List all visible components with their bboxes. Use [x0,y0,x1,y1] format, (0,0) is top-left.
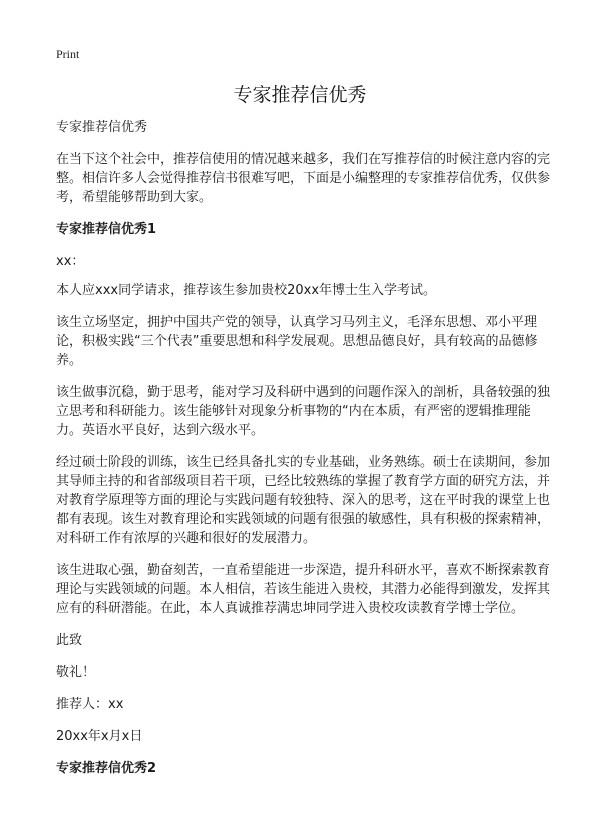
body-paragraph: 本人应xxx同学请求，推荐该生参加贵校20xx年博士生入学考试。 [56,283,437,298]
section-heading-1: 专家推荐信优秀1 [56,222,157,237]
date-line: 20xx年x月x日 [56,729,143,744]
body-paragraph: 该生进取心强，勤奋刻苦，一直希望能进一步深造，提升科研水平，喜欢不断探索教育理论与实践领域的问题。本人相信，若该生能进入贵校，其潜力必能得到激发，发挥其应有的科研潜能。在此，本人真诚推荐满忠坤同学进入贵校攻读教育学博士学位。 [56,563,551,616]
body-paragraph: 该生立场坚定，拥护中国共产党的领导，认真学习马列主义，毛泽东思想、邓小平理论，积极实践“三个代表”重要思想和科学发展观。思想品德良好，具有较高的品德修养。 [56,315,538,368]
page-title: 专家推荐信优秀 [233,84,367,106]
recommender-line: 推荐人：xx [56,697,124,712]
document-subtitle: 专家推荐信优秀 [56,120,148,135]
print-link[interactable]: Print [56,47,80,61]
body-paragraph: 该生做事沉稳，勤于思考，能对学习及科研中遇到的问题作深入的剖析，具备较强的独立思考和科研能力。该生能够针对现象分析事物的“内在本质，有严密的逻辑推理能力。英语水平良好，达到六级水平。 [56,385,551,438]
document-body [56,118,556,791]
closing-greeting: 敬礼！ [56,665,96,680]
body-paragraph: 经过硕士阶段的训练，该生已经具备扎实的专业基础，业务熟练。硕士在读期间，参加其导师主持的和省部级项目若干项，已经比较熟练的掌握了教育学方面的研究方法，并对教育学原理等方面的理论与实践问题有较独特、深入的思考，这在平时我的课堂上也都有表现。该生对教育理论和实践领域的问题有很强的敏感性，具有积极的探索精神，对科研工作有浓厚的兴趣和很好的发展潜力。 [56,455,551,546]
section-heading-2: 专家推荐信优秀2 [56,761,157,776]
intro-paragraph: 在当下这个社会中，推荐信使用的情况越来越多，我们在写推荐信的时候注意内容的完整。相信许多人会觉得推荐信书很难写吧，下面是小编整理的专家推荐信优秀，仅供参考，希望能够帮助到大家。 [56,152,551,205]
closing-line: 此致 [56,633,83,648]
salutation: xx： [56,254,85,269]
